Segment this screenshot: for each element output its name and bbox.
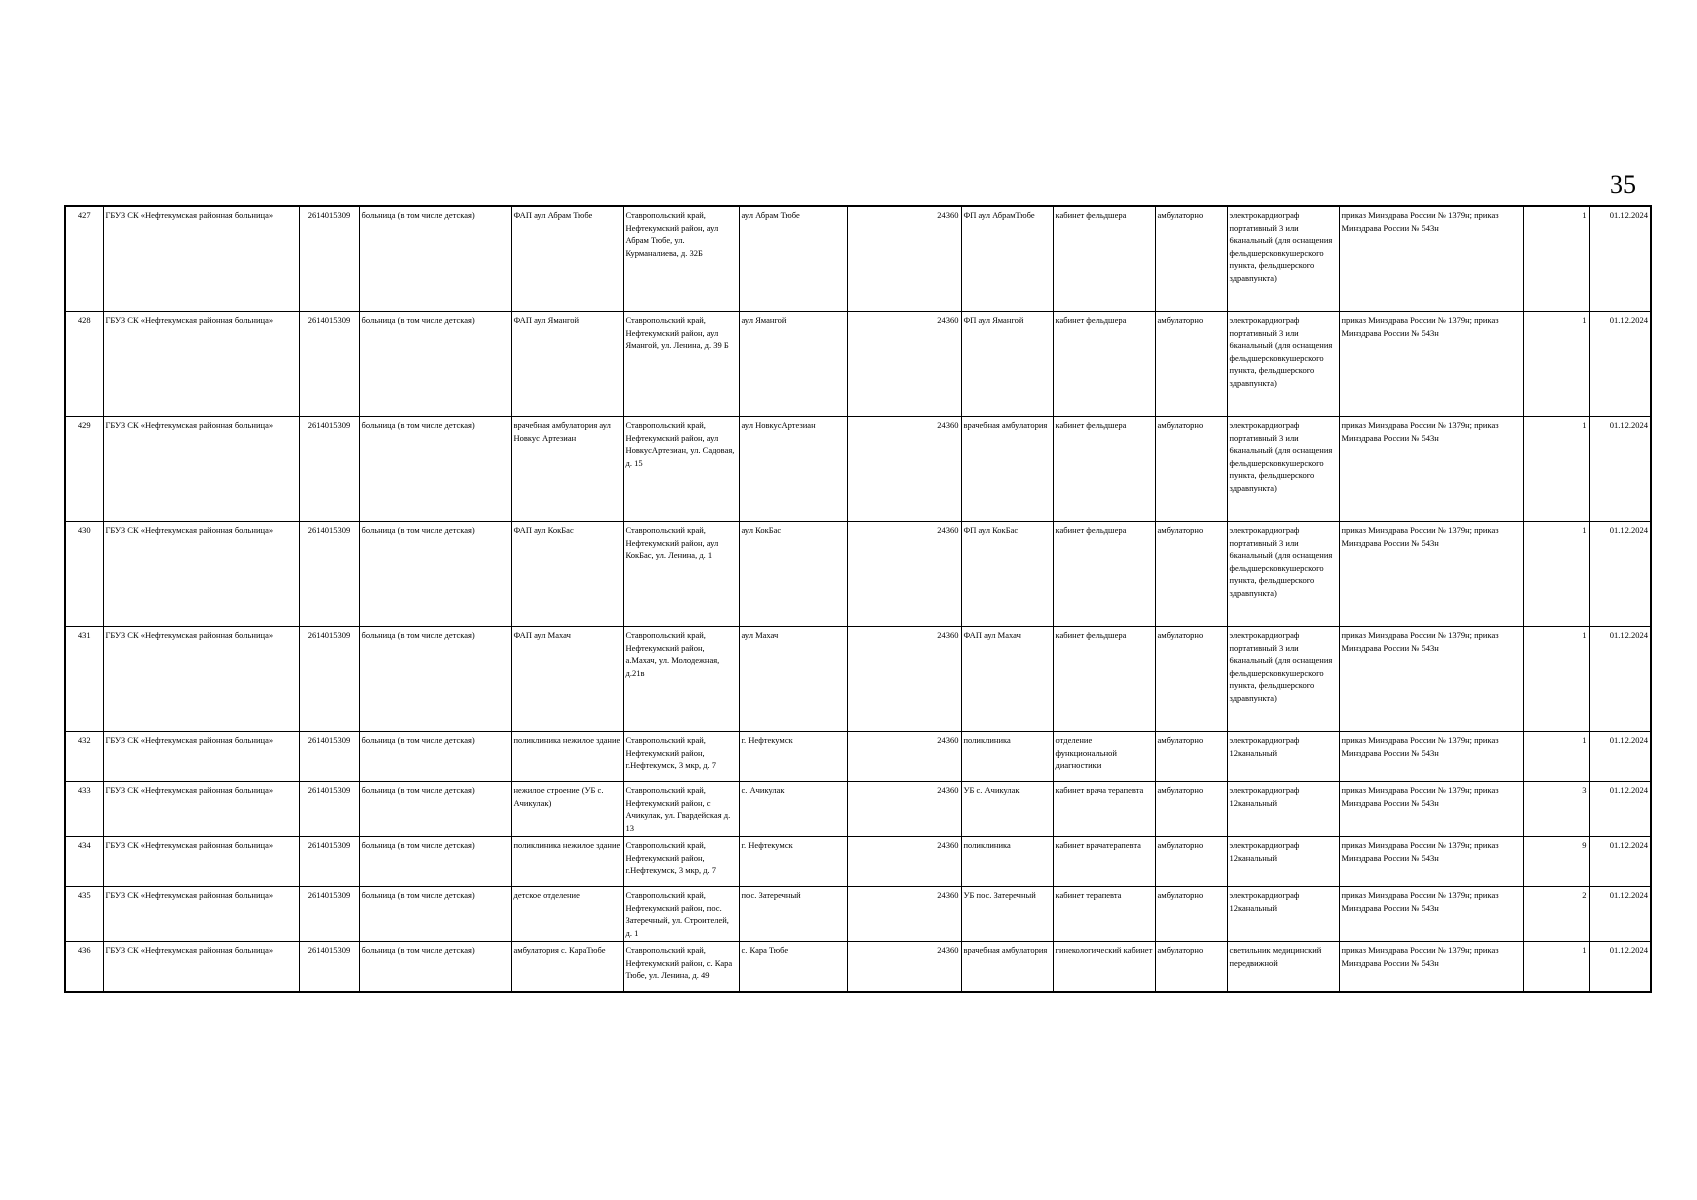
oktmo-code-cell: 24360 <box>847 782 961 837</box>
equipment-name-cell: электрокардиограф портативный 3 или 6канальный (для оснащения фельдшерсковкушерского пункта, фельдшерского здравпункта) <box>1227 417 1339 522</box>
subdivision-cell: ФП аул Ямангой <box>961 312 1053 417</box>
address-cell: Ставропольский край, Нефтекумский район, г.Нефтекумск, 3 мкр, д. 7 <box>623 837 739 887</box>
equipment-name-cell: электрокардиограф портативный 3 или 6канальный (для оснащения фельдшерсковкушерского пункта, фельдшерского здравпункта) <box>1227 312 1339 417</box>
table-row <box>65 206 1651 312</box>
organization-name-cell: ГБУЗ СК «Нефтекумская районная больница» <box>103 732 299 782</box>
oktmo-code-cell: 24360 <box>847 206 961 312</box>
oktmo-code-cell: 24360 <box>847 942 961 993</box>
locality-cell: с. Кара Тюбе <box>739 942 847 993</box>
subdivision-cell: врачебная амбулатория <box>961 417 1053 522</box>
delivery-date-cell: 01.12.2024 <box>1589 782 1651 837</box>
care-mode-cell: амбулаторно <box>1155 887 1227 942</box>
inn-code-cell: 2614015309 <box>299 206 359 312</box>
care-mode-cell: амбулаторно <box>1155 837 1227 887</box>
cabinet-cell: кабинет фельдшера <box>1053 522 1155 627</box>
inn-code-cell: 2614015309 <box>299 837 359 887</box>
row-number-cell: 427 <box>65 206 103 312</box>
table-row <box>65 522 1651 627</box>
inn-code-cell: 2614015309 <box>299 522 359 627</box>
quantity-cell: 1 <box>1523 732 1589 782</box>
delivery-date-cell: 01.12.2024 <box>1589 942 1651 993</box>
institution-type-cell: больница (в том числе детская) <box>359 782 511 837</box>
oktmo-code-cell: 24360 <box>847 522 961 627</box>
table-row <box>65 887 1651 942</box>
delivery-date-cell: 01.12.2024 <box>1589 627 1651 732</box>
equipment-name-cell: электрокардиограф портативный 3 или 6канальный (для оснащения фельдшерсковкушерского пункта, фельдшерского здравпункта) <box>1227 627 1339 732</box>
care-mode-cell: амбулаторно <box>1155 417 1227 522</box>
equipment-name-cell: электрокардиограф 12канальный <box>1227 887 1339 942</box>
institution-type-cell: больница (в том числе детская) <box>359 417 511 522</box>
regulation-order-cell: приказ Минздрава России № 1379н; приказ Минздрава России № 543н <box>1339 837 1523 887</box>
subdivision-cell: ФАП аул Махач <box>961 627 1053 732</box>
subdivision-cell: УБ пос. Затеречный <box>961 887 1053 942</box>
subdivision-cell: поликлиника <box>961 837 1053 887</box>
quantity-cell: 1 <box>1523 417 1589 522</box>
care-mode-cell: амбулаторно <box>1155 732 1227 782</box>
address-cell: Ставропольский край, Нефтекумский район, аул Абрам Тюбе, ул. Курманалиева, д. 32Б <box>623 206 739 312</box>
regulation-order-cell: приказ Минздрава России № 1379н; приказ Минздрава России № 543н <box>1339 887 1523 942</box>
organization-name-cell: ГБУЗ СК «Нефтекумская районная больница» <box>103 312 299 417</box>
regulation-order-cell: приказ Минздрава России № 1379н; приказ Минздрава России № 543н <box>1339 942 1523 993</box>
locality-cell: пос. Затеречный <box>739 887 847 942</box>
row-number-cell: 436 <box>65 942 103 993</box>
regulation-order-cell: приказ Минздрава России № 1379н; приказ Минздрава России № 543н <box>1339 732 1523 782</box>
delivery-date-cell: 01.12.2024 <box>1589 837 1651 887</box>
row-number-cell: 431 <box>65 627 103 732</box>
inn-code-cell: 2614015309 <box>299 312 359 417</box>
organization-name-cell: ГБУЗ СК «Нефтекумская районная больница» <box>103 522 299 627</box>
structural-unit-cell: ФАП аул Ямангой <box>511 312 623 417</box>
care-mode-cell: амбулаторно <box>1155 206 1227 312</box>
address-cell: Ставропольский край, Нефтекумский район, аул Ямангой, ул. Ленина, д. 39 Б <box>623 312 739 417</box>
address-cell: Ставропольский край, Нефтекумский район, аул КокБас, ул. Ленина, д. 1 <box>623 522 739 627</box>
subdivision-cell: врачебная амбулатория <box>961 942 1053 993</box>
institution-type-cell: больница (в том числе детская) <box>359 522 511 627</box>
equipment-name-cell: светильник медицинский передвижной <box>1227 942 1339 993</box>
delivery-date-cell: 01.12.2024 <box>1589 206 1651 312</box>
locality-cell: с. Ачикулак <box>739 782 847 837</box>
quantity-cell: 9 <box>1523 837 1589 887</box>
row-number-cell: 434 <box>65 837 103 887</box>
table-row <box>65 782 1651 837</box>
institution-type-cell: больница (в том числе детская) <box>359 312 511 417</box>
row-number-cell: 433 <box>65 782 103 837</box>
row-number-cell: 435 <box>65 887 103 942</box>
regulation-order-cell: приказ Минздрава России № 1379н; приказ Минздрава России № 543н <box>1339 627 1523 732</box>
institution-type-cell: больница (в том числе детская) <box>359 627 511 732</box>
cabinet-cell: кабинет фельдшера <box>1053 417 1155 522</box>
cabinet-cell: гинекологический кабинет <box>1053 942 1155 993</box>
cabinet-cell: кабинет врачатерапевта <box>1053 837 1155 887</box>
quantity-cell: 2 <box>1523 887 1589 942</box>
equipment-name-cell: электрокардиограф 12канальный <box>1227 837 1339 887</box>
regulation-order-cell: приказ Минздрава России № 1379н; приказ Минздрава России № 543н <box>1339 206 1523 312</box>
structural-unit-cell: поликлиника нежилое здание <box>511 837 623 887</box>
institution-type-cell: больница (в том числе детская) <box>359 837 511 887</box>
institution-type-cell: больница (в том числе детская) <box>359 887 511 942</box>
organization-name-cell: ГБУЗ СК «Нефтекумская районная больница» <box>103 417 299 522</box>
structural-unit-cell: детское отделение <box>511 887 623 942</box>
institution-type-cell: больница (в том числе детская) <box>359 206 511 312</box>
inn-code-cell: 2614015309 <box>299 942 359 993</box>
oktmo-code-cell: 24360 <box>847 312 961 417</box>
cabinet-cell: кабинет фельдшера <box>1053 627 1155 732</box>
inn-code-cell: 2614015309 <box>299 627 359 732</box>
care-mode-cell: амбулаторно <box>1155 312 1227 417</box>
structural-unit-cell: ФАП аул Абрам Тюбе <box>511 206 623 312</box>
inn-code-cell: 2614015309 <box>299 417 359 522</box>
delivery-date-cell: 01.12.2024 <box>1589 417 1651 522</box>
institution-type-cell: больница (в том числе детская) <box>359 732 511 782</box>
cabinet-cell: отделение функциональной диагностики <box>1053 732 1155 782</box>
equipment-name-cell: электрокардиограф портативный 3 или 6канальный (для оснащения фельдшерсковкушерского пункта, фельдшерского здравпункта) <box>1227 206 1339 312</box>
organization-name-cell: ГБУЗ СК «Нефтекумская районная больница» <box>103 206 299 312</box>
quantity-cell: 1 <box>1523 522 1589 627</box>
table-row <box>65 627 1651 732</box>
subdivision-cell: поликлиника <box>961 732 1053 782</box>
cabinet-cell: кабинет врача терапевта <box>1053 782 1155 837</box>
delivery-date-cell: 01.12.2024 <box>1589 312 1651 417</box>
address-cell: Ставропольский край, Нефтекумский район, г.Нефтекумск, 3 мкр, д. 7 <box>623 732 739 782</box>
locality-cell: аул Махач <box>739 627 847 732</box>
table-row <box>65 837 1651 887</box>
regulation-order-cell: приказ Минздрава России № 1379н; приказ Минздрава России № 543н <box>1339 417 1523 522</box>
table-row <box>65 417 1651 522</box>
care-mode-cell: амбулаторно <box>1155 522 1227 627</box>
regulation-order-cell: приказ Минздрава России № 1379н; приказ Минздрава России № 543н <box>1339 522 1523 627</box>
locality-cell: г. Нефтекумск <box>739 732 847 782</box>
organization-name-cell: ГБУЗ СК «Нефтекумская районная больница» <box>103 887 299 942</box>
organization-name-cell: ГБУЗ СК «Нефтекумская районная больница» <box>103 627 299 732</box>
organization-name-cell: ГБУЗ СК «Нефтекумская районная больница» <box>103 782 299 837</box>
locality-cell: аул КокБас <box>739 522 847 627</box>
cabinet-cell: кабинет фельдшера <box>1053 312 1155 417</box>
oktmo-code-cell: 24360 <box>847 887 961 942</box>
delivery-date-cell: 01.12.2024 <box>1589 522 1651 627</box>
address-cell: Ставропольский край, Нефтекумский район, а.Махач, ул. Молодежная, д.21в <box>623 627 739 732</box>
row-number-cell: 430 <box>65 522 103 627</box>
locality-cell: аул НовкусАртезиан <box>739 417 847 522</box>
equipment-name-cell: электрокардиограф портативный 3 или 6канальный (для оснащения фельдшерсковкушерского пункта, фельдшерского здравпункта) <box>1227 522 1339 627</box>
locality-cell: аул Ямангой <box>739 312 847 417</box>
care-mode-cell: амбулаторно <box>1155 627 1227 732</box>
locality-cell: аул Абрам Тюбе <box>739 206 847 312</box>
quantity-cell: 1 <box>1523 206 1589 312</box>
oktmo-code-cell: 24360 <box>847 417 961 522</box>
quantity-cell: 1 <box>1523 942 1589 993</box>
inn-code-cell: 2614015309 <box>299 732 359 782</box>
institution-type-cell: больница (в том числе детская) <box>359 942 511 993</box>
regulation-order-cell: приказ Минздрава России № 1379н; приказ Минздрава России № 543н <box>1339 782 1523 837</box>
care-mode-cell: амбулаторно <box>1155 942 1227 993</box>
row-number-cell: 429 <box>65 417 103 522</box>
oktmo-code-cell: 24360 <box>847 837 961 887</box>
care-mode-cell: амбулаторно <box>1155 782 1227 837</box>
address-cell: Ставропольский край, Нефтекумский район, пос. Затеречный, ул. Строителей, д. 1 <box>623 887 739 942</box>
structural-unit-cell: ФАП аул КокБас <box>511 522 623 627</box>
page-number: 35 <box>1610 170 1636 199</box>
organization-name-cell: ГБУЗ СК «Нефтекумская районная больница» <box>103 837 299 887</box>
regulation-order-cell: приказ Минздрава России № 1379н; приказ Минздрава России № 543н <box>1339 312 1523 417</box>
equipment-name-cell: электрокардиограф 12канальный <box>1227 782 1339 837</box>
cabinet-cell: кабинет фельдшера <box>1053 206 1155 312</box>
table-row <box>65 312 1651 417</box>
cabinet-cell: кабинет терапевта <box>1053 887 1155 942</box>
equipment-name-cell: электрокардиограф 12канальный <box>1227 732 1339 782</box>
locality-cell: г. Нефтекумск <box>739 837 847 887</box>
structural-unit-cell: поликлиника нежилое здание <box>511 732 623 782</box>
address-cell: Ставропольский край, Нефтекумский район, с. Кара Тюбе, ул. Ленина, д. 49 <box>623 942 739 993</box>
table-row <box>65 942 1651 993</box>
registry-body <box>65 206 1651 992</box>
quantity-cell: 1 <box>1523 312 1589 417</box>
structural-unit-cell: нежилое строение (УБ с. Ачикулак) <box>511 782 623 837</box>
address-cell: Ставропольский край, Нефтекумский район, с Ачикулак, ул. Гвардейская д. 13 <box>623 782 739 837</box>
organization-name-cell: ГБУЗ СК «Нефтекумская районная больница» <box>103 942 299 993</box>
inn-code-cell: 2614015309 <box>299 782 359 837</box>
structural-unit-cell: амбулатория с. КараТюбе <box>511 942 623 993</box>
quantity-cell: 1 <box>1523 627 1589 732</box>
structural-unit-cell: ФАП аул Махач <box>511 627 623 732</box>
quantity-cell: 3 <box>1523 782 1589 837</box>
structural-unit-cell: врачебная амбулатория аул Новкус Артезиан <box>511 417 623 522</box>
inn-code-cell: 2614015309 <box>299 887 359 942</box>
equipment-registry-table <box>64 205 1652 993</box>
address-cell: Ставропольский край, Нефтекумский район, аул НовкусАртезиан, ул. Садовая, д. 15 <box>623 417 739 522</box>
oktmo-code-cell: 24360 <box>847 732 961 782</box>
subdivision-cell: УБ с. Ачикулак <box>961 782 1053 837</box>
row-number-cell: 428 <box>65 312 103 417</box>
subdivision-cell: ФП аул АбрамТюбе <box>961 206 1053 312</box>
row-number-cell: 432 <box>65 732 103 782</box>
delivery-date-cell: 01.12.2024 <box>1589 732 1651 782</box>
oktmo-code-cell: 24360 <box>847 627 961 732</box>
delivery-date-cell: 01.12.2024 <box>1589 887 1651 942</box>
table-row <box>65 732 1651 782</box>
subdivision-cell: ФП аул КокБас <box>961 522 1053 627</box>
